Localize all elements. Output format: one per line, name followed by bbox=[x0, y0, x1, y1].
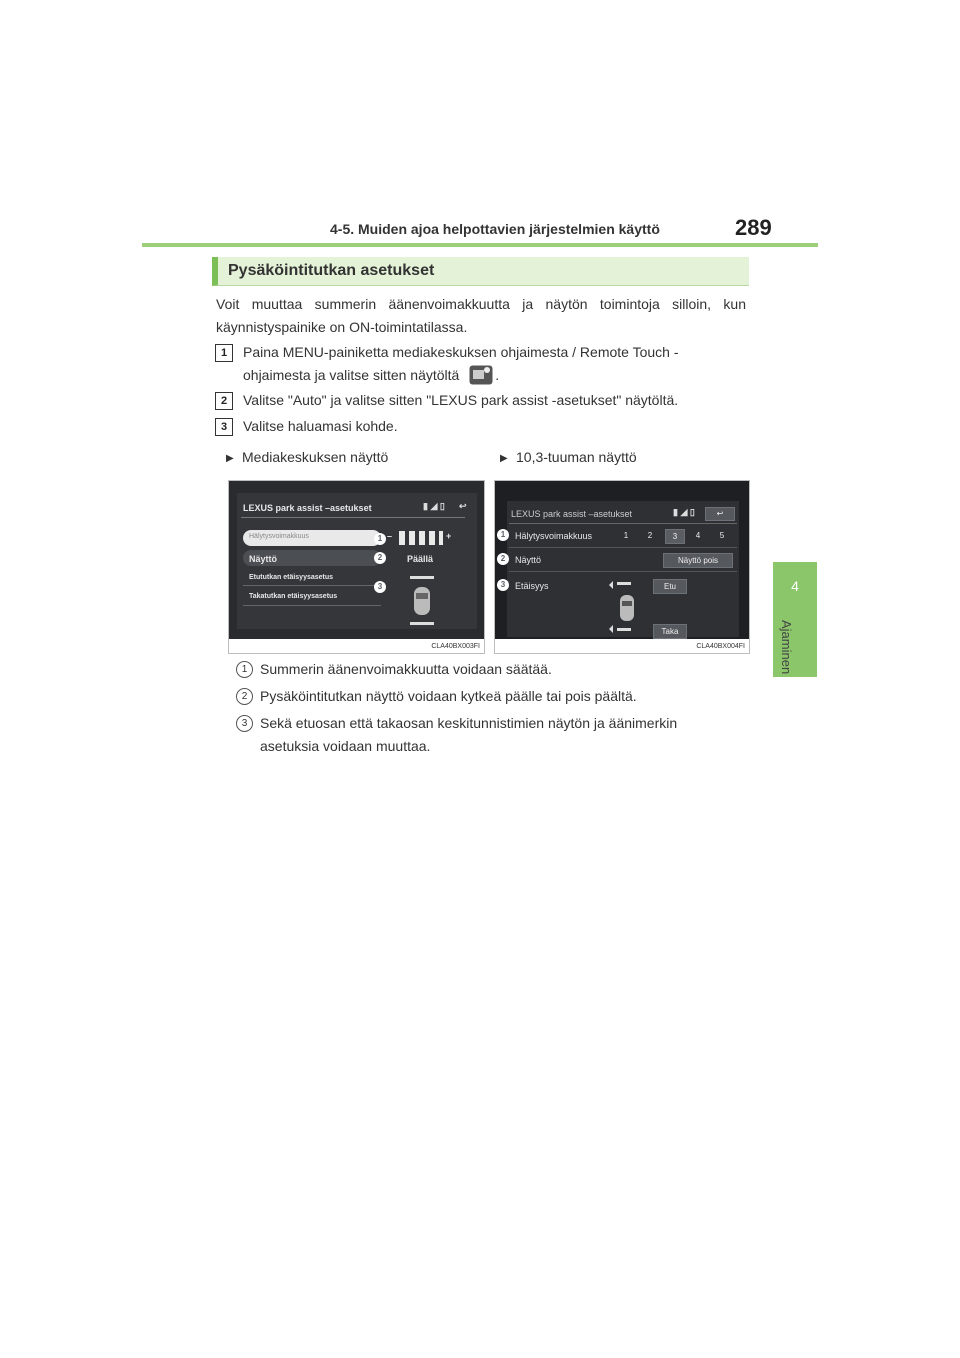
bullet-triangle-icon: ▶ bbox=[500, 453, 508, 464]
callout-marker: 2 bbox=[374, 552, 386, 564]
step-text: Valitse haluamasi kohde. bbox=[243, 418, 398, 434]
screen-row: Takatutkan etäisyysasetus bbox=[249, 593, 338, 600]
image-code: CLA40BX004FI bbox=[495, 639, 749, 654]
screen-row: Hälytysvoimakkuus bbox=[249, 533, 309, 540]
screen-title: LEXUS park assist –asetukset bbox=[243, 503, 372, 513]
step-number: 3 bbox=[215, 418, 233, 436]
settings-icon bbox=[469, 365, 493, 385]
display-value: Päällä bbox=[407, 554, 434, 564]
level-button[interactable]: 1 bbox=[623, 531, 629, 540]
level-button[interactable]: 5 bbox=[719, 531, 725, 540]
callout-marker: 1 bbox=[374, 533, 386, 545]
item-number: 2 bbox=[236, 688, 253, 705]
header-rule bbox=[142, 243, 818, 247]
section-heading bbox=[212, 257, 749, 286]
step-text: Valitse "Auto" ja valitse sitten "LEXUS park assist -asetukset" näytöltä. bbox=[243, 392, 679, 408]
step-text-continued bbox=[243, 364, 499, 387]
chapter-title: 4-5. Muiden ajoa helpottavien järjestelmien käyttö bbox=[330, 221, 660, 237]
step-text-part: ohjaimesta ja valitse sitten näytöltä bbox=[243, 367, 460, 383]
front-button[interactable]: Etu bbox=[653, 579, 687, 594]
left-screen-caption: Mediakeskuksen näyttö bbox=[242, 449, 389, 465]
status-icons: ▮ ◢ ▯ bbox=[673, 507, 695, 517]
step-text: Paina MENU-painiketta mediakeskuksen ohjaimesta / Remote Touch - bbox=[243, 344, 679, 360]
rear-button[interactable]: Taka bbox=[653, 624, 687, 639]
item-text: Summerin äänenvoimakkuutta voidaan säätää. bbox=[260, 661, 552, 677]
status-icons: ▮ ◢ ▯ bbox=[423, 501, 445, 511]
screen-row: Näyttö bbox=[515, 555, 542, 565]
back-icon: ↩ bbox=[716, 509, 724, 518]
item-number: 3 bbox=[236, 715, 253, 732]
plus-label: + bbox=[446, 531, 452, 541]
step-text-end: . bbox=[495, 367, 500, 383]
step-number: 2 bbox=[215, 392, 233, 410]
right-screen-image bbox=[494, 480, 750, 654]
step-number: 1 bbox=[215, 344, 233, 362]
intro-paragraph: Voit muuttaa summerin äänenvoimakkuutta ja näytön toimintoja silloin, kun käynnistyspainike on ON-toimintatilassa. bbox=[216, 296, 746, 335]
display-off-button[interactable]: Näyttö pois bbox=[663, 553, 733, 568]
level-button[interactable]: 4 bbox=[695, 531, 701, 540]
back-icon: ↩ bbox=[459, 501, 467, 511]
item-text: Sekä etuosan että takaosan keskitunnistimien näytön ja äänimerkin bbox=[260, 715, 678, 731]
item-number: 1 bbox=[236, 661, 253, 678]
page-number: 289 bbox=[735, 215, 772, 240]
section-title: Pysäköintitutkan asetukset bbox=[228, 262, 435, 279]
callout-marker: 3 bbox=[497, 579, 509, 591]
callout-marker: 1 bbox=[497, 529, 509, 541]
car-diagram-icon bbox=[607, 579, 647, 637]
item-text: Pysäköintitutkan näyttö voidaan kytkeä päälle tai pois päältä. bbox=[260, 688, 637, 704]
back-button[interactable] bbox=[705, 507, 735, 521]
level-button[interactable]: 2 bbox=[647, 531, 653, 540]
level-button[interactable]: 3 bbox=[665, 529, 685, 544]
right-screen-caption: 10,3-tuuman näyttö bbox=[516, 449, 637, 465]
callout-marker: 3 bbox=[374, 581, 386, 593]
screen-row: Hälytysvoimakkuus bbox=[515, 531, 593, 541]
image-code: CLA40BX003FI bbox=[229, 639, 484, 654]
screen-title: LEXUS park assist –asetukset bbox=[511, 509, 633, 519]
screen-row: Näyttö bbox=[249, 554, 278, 564]
screen-row: Etäisyys bbox=[515, 581, 549, 591]
chapter-side-label bbox=[772, 620, 816, 700]
screen-row: Etututkan etäisyysasetus bbox=[249, 574, 334, 581]
left-screen-image bbox=[228, 480, 485, 654]
callout-marker: 2 bbox=[497, 553, 509, 565]
minus-label: – bbox=[387, 531, 393, 541]
chapter-tab-number: 4 bbox=[791, 578, 799, 594]
car-diagram-icon bbox=[407, 574, 437, 628]
item-text-continued: asetuksia voidaan muuttaa. bbox=[260, 738, 431, 754]
bullet-triangle-icon: ▶ bbox=[226, 453, 234, 464]
chapter-side-label-text: Ajaminen bbox=[779, 620, 794, 675]
